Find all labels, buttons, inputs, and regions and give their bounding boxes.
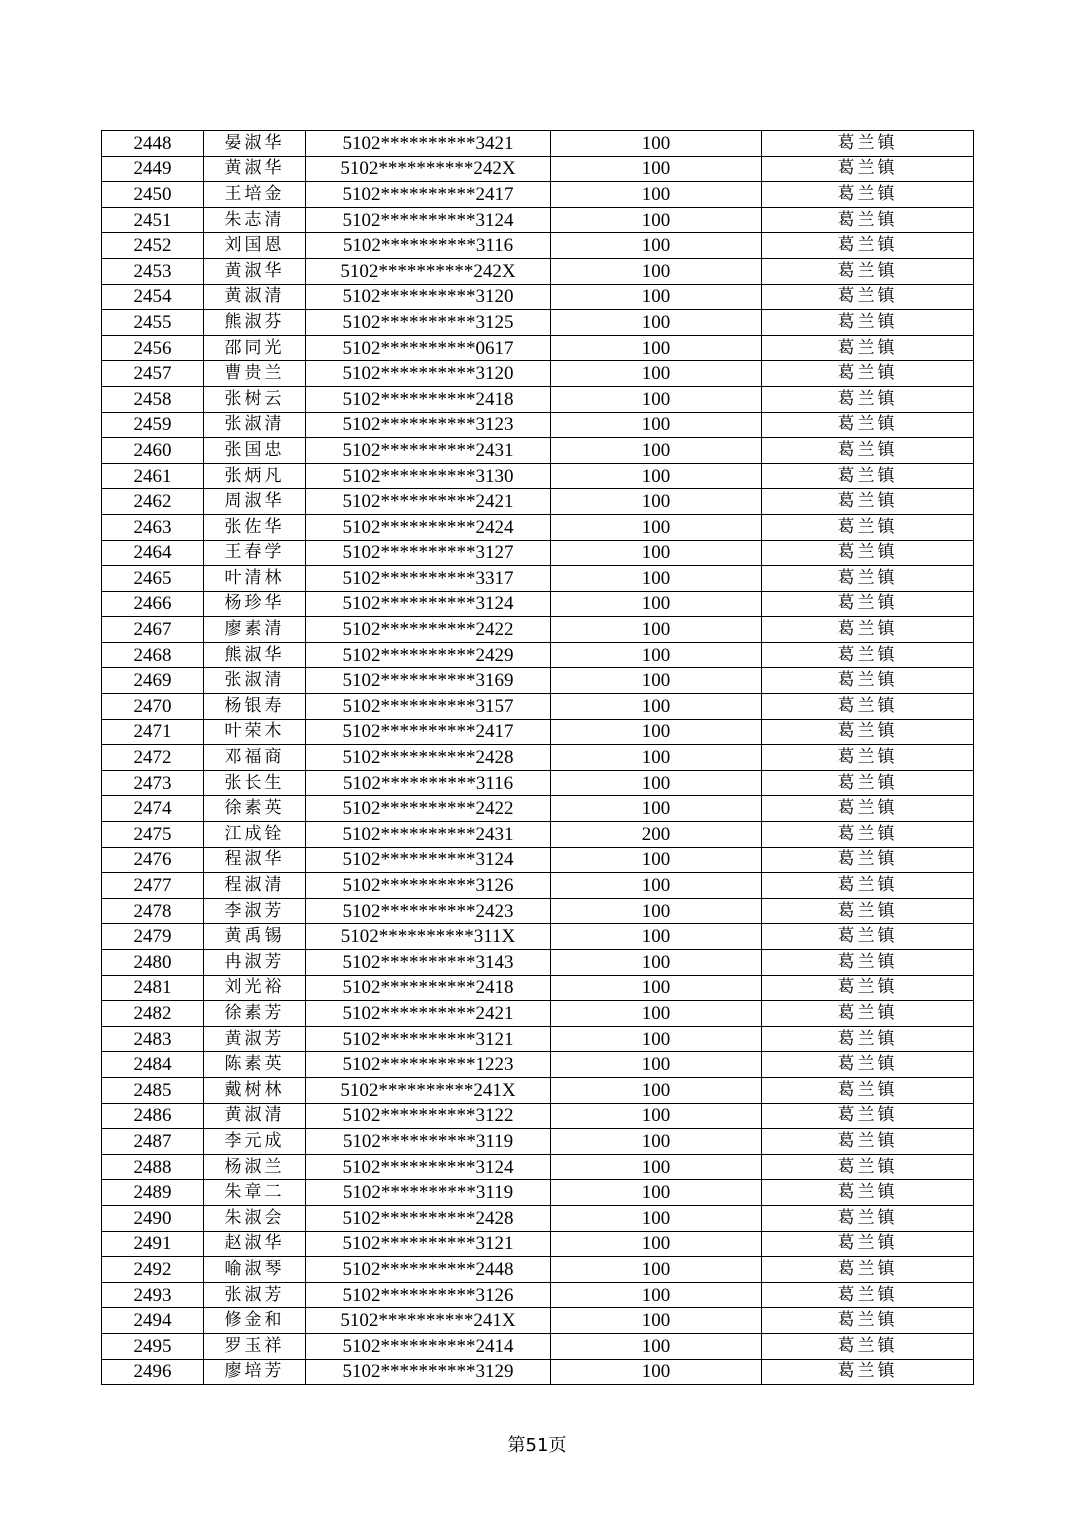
table-row <box>102 566 974 592</box>
cell-id-number: 5102**********3120 <box>306 284 551 310</box>
table-row <box>102 156 974 182</box>
cell-town: 葛兰镇 <box>762 310 974 336</box>
table-row <box>102 642 974 668</box>
table-row <box>102 540 974 566</box>
cell-id-number: 5102**********3421 <box>306 131 551 157</box>
cell-id-number: 5102**********2424 <box>306 514 551 540</box>
cell-name: 徐素英 <box>204 796 306 822</box>
cell-id-number: 5102**********3119 <box>306 1129 551 1155</box>
cell-amount: 100 <box>551 156 762 182</box>
table-row <box>102 207 974 233</box>
cell-serial-number: 2459 <box>102 412 204 438</box>
cell-name: 晏淑华 <box>204 131 306 157</box>
cell-id-number: 5102**********2417 <box>306 182 551 208</box>
cell-town: 葛兰镇 <box>762 745 974 771</box>
cell-name: 黄淑清 <box>204 284 306 310</box>
cell-name: 廖素清 <box>204 617 306 643</box>
page-number: 第51页 <box>507 1435 567 1456</box>
cell-amount: 100 <box>551 950 762 976</box>
cell-name: 廖培芳 <box>204 1359 306 1385</box>
cell-amount: 100 <box>551 617 762 643</box>
cell-id-number: 5102**********2422 <box>306 796 551 822</box>
cell-id-number: 5102**********3121 <box>306 1231 551 1257</box>
cell-name: 喻淑琴 <box>204 1257 306 1283</box>
cell-serial-number: 2496 <box>102 1359 204 1385</box>
cell-serial-number: 2468 <box>102 642 204 668</box>
cell-town: 葛兰镇 <box>762 156 974 182</box>
cell-town: 葛兰镇 <box>762 1333 974 1359</box>
cell-id-number: 5102**********2414 <box>306 1333 551 1359</box>
cell-name: 程淑华 <box>204 847 306 873</box>
cell-amount: 100 <box>551 514 762 540</box>
cell-amount: 100 <box>551 1282 762 1308</box>
cell-id-number: 5102**********3127 <box>306 540 551 566</box>
cell-town: 葛兰镇 <box>762 591 974 617</box>
cell-town: 葛兰镇 <box>762 386 974 412</box>
cell-id-number: 5102**********3123 <box>306 412 551 438</box>
cell-amount: 100 <box>551 540 762 566</box>
cell-id-number: 5102**********242X <box>306 258 551 284</box>
cell-name: 朱章二 <box>204 1180 306 1206</box>
cell-id-number: 5102**********241X <box>306 1077 551 1103</box>
cell-amount: 100 <box>551 1077 762 1103</box>
cell-serial-number: 2457 <box>102 361 204 387</box>
cell-id-number: 5102**********2418 <box>306 386 551 412</box>
cell-town: 葛兰镇 <box>762 335 974 361</box>
cell-name: 熊淑芬 <box>204 310 306 336</box>
table-row <box>102 898 974 924</box>
cell-serial-number: 2454 <box>102 284 204 310</box>
cell-name: 张淑清 <box>204 668 306 694</box>
cell-name: 张炳凡 <box>204 463 306 489</box>
cell-amount: 100 <box>551 489 762 515</box>
cell-serial-number: 2481 <box>102 975 204 1001</box>
cell-amount: 100 <box>551 924 762 950</box>
cell-amount: 100 <box>551 847 762 873</box>
cell-town: 葛兰镇 <box>762 361 974 387</box>
cell-amount: 100 <box>551 438 762 464</box>
table-row <box>102 847 974 873</box>
cell-serial-number: 2458 <box>102 386 204 412</box>
cell-serial-number: 2452 <box>102 233 204 259</box>
cell-amount: 100 <box>551 591 762 617</box>
table-row <box>102 950 974 976</box>
table-row <box>102 514 974 540</box>
cell-amount: 100 <box>551 566 762 592</box>
table-row <box>102 361 974 387</box>
cell-name: 黄淑华 <box>204 258 306 284</box>
cell-amount: 100 <box>551 873 762 899</box>
cell-serial-number: 2453 <box>102 258 204 284</box>
cell-town: 葛兰镇 <box>762 975 974 1001</box>
table-row <box>102 745 974 771</box>
cell-town: 葛兰镇 <box>762 131 974 157</box>
cell-id-number: 5102**********1223 <box>306 1052 551 1078</box>
table-row <box>102 463 974 489</box>
cell-town: 葛兰镇 <box>762 284 974 310</box>
table-row <box>102 591 974 617</box>
cell-town: 葛兰镇 <box>762 463 974 489</box>
table-row <box>102 1103 974 1129</box>
cell-amount: 100 <box>551 1359 762 1385</box>
cell-serial-number: 2493 <box>102 1282 204 1308</box>
cell-name: 黄淑清 <box>204 1103 306 1129</box>
table-row <box>102 284 974 310</box>
cell-name: 熊淑华 <box>204 642 306 668</box>
cell-id-number: 5102**********3119 <box>306 1180 551 1206</box>
cell-amount: 100 <box>551 668 762 694</box>
cell-amount: 100 <box>551 1052 762 1078</box>
cell-name: 张佐华 <box>204 514 306 540</box>
cell-town: 葛兰镇 <box>762 566 974 592</box>
cell-id-number: 5102**********2431 <box>306 438 551 464</box>
cell-id-number: 5102**********3124 <box>306 1154 551 1180</box>
cell-town: 葛兰镇 <box>762 540 974 566</box>
roster-table-body <box>102 131 974 1385</box>
cell-name: 杨珍华 <box>204 591 306 617</box>
cell-serial-number: 2467 <box>102 617 204 643</box>
cell-amount: 100 <box>551 898 762 924</box>
table-row <box>102 1001 974 1027</box>
table-row <box>102 438 974 464</box>
table-row <box>102 1282 974 1308</box>
cell-amount: 100 <box>551 642 762 668</box>
table-row <box>102 770 974 796</box>
cell-name: 周淑华 <box>204 489 306 515</box>
cell-id-number: 5102**********311X <box>306 924 551 950</box>
cell-id-number: 5102**********3130 <box>306 463 551 489</box>
cell-amount: 100 <box>551 131 762 157</box>
cell-id-number: 5102**********3129 <box>306 1359 551 1385</box>
cell-id-number: 5102**********3124 <box>306 207 551 233</box>
cell-serial-number: 2469 <box>102 668 204 694</box>
cell-serial-number: 2495 <box>102 1333 204 1359</box>
cell-town: 葛兰镇 <box>762 1282 974 1308</box>
table-row <box>102 1077 974 1103</box>
cell-serial-number: 2475 <box>102 822 204 848</box>
cell-amount: 100 <box>551 412 762 438</box>
cell-town: 葛兰镇 <box>762 822 974 848</box>
cell-serial-number: 2474 <box>102 796 204 822</box>
cell-serial-number: 2464 <box>102 540 204 566</box>
cell-name: 黄淑芳 <box>204 1026 306 1052</box>
cell-serial-number: 2494 <box>102 1308 204 1334</box>
cell-name: 江成铨 <box>204 822 306 848</box>
cell-id-number: 5102**********3116 <box>306 770 551 796</box>
cell-serial-number: 2456 <box>102 335 204 361</box>
cell-id-number: 5102**********2418 <box>306 975 551 1001</box>
cell-amount: 100 <box>551 335 762 361</box>
cell-serial-number: 2489 <box>102 1180 204 1206</box>
cell-town: 葛兰镇 <box>762 1052 974 1078</box>
cell-name: 朱淑会 <box>204 1205 306 1231</box>
cell-town: 葛兰镇 <box>762 1129 974 1155</box>
cell-serial-number: 2488 <box>102 1154 204 1180</box>
cell-id-number: 5102**********2423 <box>306 898 551 924</box>
cell-serial-number: 2492 <box>102 1257 204 1283</box>
cell-name: 黄禹锡 <box>204 924 306 950</box>
cell-name: 朱志清 <box>204 207 306 233</box>
cell-town: 葛兰镇 <box>762 1180 974 1206</box>
cell-serial-number: 2470 <box>102 694 204 720</box>
cell-name: 黄淑华 <box>204 156 306 182</box>
cell-town: 葛兰镇 <box>762 617 974 643</box>
cell-name: 张淑清 <box>204 412 306 438</box>
table-row <box>102 719 974 745</box>
cell-amount: 100 <box>551 694 762 720</box>
table-row <box>102 489 974 515</box>
cell-town: 葛兰镇 <box>762 514 974 540</box>
cell-serial-number: 2483 <box>102 1026 204 1052</box>
cell-serial-number: 2461 <box>102 463 204 489</box>
cell-amount: 100 <box>551 719 762 745</box>
cell-name: 张树云 <box>204 386 306 412</box>
table-row <box>102 1257 974 1283</box>
cell-name: 刘光裕 <box>204 975 306 1001</box>
cell-id-number: 5102**********2417 <box>306 719 551 745</box>
table-row <box>102 617 974 643</box>
table-row <box>102 975 974 1001</box>
cell-town: 葛兰镇 <box>762 642 974 668</box>
cell-name: 罗玉祥 <box>204 1333 306 1359</box>
cell-id-number: 5102**********3126 <box>306 1282 551 1308</box>
cell-serial-number: 2491 <box>102 1231 204 1257</box>
cell-serial-number: 2449 <box>102 156 204 182</box>
cell-amount: 100 <box>551 463 762 489</box>
roster-table <box>101 130 974 1385</box>
cell-town: 葛兰镇 <box>762 924 974 950</box>
cell-name: 李淑芳 <box>204 898 306 924</box>
cell-id-number: 5102**********3116 <box>306 233 551 259</box>
cell-amount: 100 <box>551 233 762 259</box>
cell-name: 戴树林 <box>204 1077 306 1103</box>
cell-town: 葛兰镇 <box>762 847 974 873</box>
cell-town: 葛兰镇 <box>762 796 974 822</box>
cell-amount: 100 <box>551 1308 762 1334</box>
cell-amount: 100 <box>551 182 762 208</box>
cell-town: 葛兰镇 <box>762 950 974 976</box>
cell-id-number: 5102**********2448 <box>306 1257 551 1283</box>
cell-name: 程淑清 <box>204 873 306 899</box>
cell-town: 葛兰镇 <box>762 719 974 745</box>
cell-id-number: 5102**********3126 <box>306 873 551 899</box>
cell-serial-number: 2477 <box>102 873 204 899</box>
cell-name: 王春学 <box>204 540 306 566</box>
cell-id-number: 5102**********2428 <box>306 1205 551 1231</box>
cell-name: 修金和 <box>204 1308 306 1334</box>
cell-town: 葛兰镇 <box>762 898 974 924</box>
table-row <box>102 1308 974 1334</box>
cell-town: 葛兰镇 <box>762 1077 974 1103</box>
cell-serial-number: 2472 <box>102 745 204 771</box>
table-row <box>102 924 974 950</box>
cell-serial-number: 2471 <box>102 719 204 745</box>
cell-serial-number: 2487 <box>102 1129 204 1155</box>
table-row <box>102 1026 974 1052</box>
table-row <box>102 1129 974 1155</box>
cell-serial-number: 2455 <box>102 310 204 336</box>
cell-serial-number: 2485 <box>102 1077 204 1103</box>
cell-amount: 100 <box>551 310 762 336</box>
cell-amount: 100 <box>551 1180 762 1206</box>
cell-town: 葛兰镇 <box>762 770 974 796</box>
cell-serial-number: 2480 <box>102 950 204 976</box>
cell-name: 杨淑兰 <box>204 1154 306 1180</box>
cell-amount: 100 <box>551 1333 762 1359</box>
cell-id-number: 5102**********3124 <box>306 591 551 617</box>
table-row <box>102 233 974 259</box>
cell-town: 葛兰镇 <box>762 1231 974 1257</box>
cell-id-number: 5102**********3317 <box>306 566 551 592</box>
cell-name: 叶荣木 <box>204 719 306 745</box>
table-row <box>102 335 974 361</box>
cell-amount: 100 <box>551 1129 762 1155</box>
table-row <box>102 412 974 438</box>
cell-id-number: 5102**********3121 <box>306 1026 551 1052</box>
table-row <box>102 694 974 720</box>
cell-id-number: 5102**********242X <box>306 156 551 182</box>
table-row <box>102 182 974 208</box>
table-row <box>102 386 974 412</box>
cell-id-number: 5102**********2428 <box>306 745 551 771</box>
cell-town: 葛兰镇 <box>762 1001 974 1027</box>
cell-amount: 100 <box>551 975 762 1001</box>
cell-town: 葛兰镇 <box>762 207 974 233</box>
cell-id-number: 5102**********2431 <box>306 822 551 848</box>
cell-town: 葛兰镇 <box>762 1359 974 1385</box>
cell-name: 张国忠 <box>204 438 306 464</box>
cell-serial-number: 2451 <box>102 207 204 233</box>
table-row <box>102 310 974 336</box>
cell-name: 邵同光 <box>204 335 306 361</box>
cell-town: 葛兰镇 <box>762 694 974 720</box>
table-row <box>102 822 974 848</box>
cell-name: 王培金 <box>204 182 306 208</box>
cell-amount: 100 <box>551 284 762 310</box>
table-row <box>102 873 974 899</box>
cell-town: 葛兰镇 <box>762 489 974 515</box>
cell-town: 葛兰镇 <box>762 1026 974 1052</box>
table-row <box>102 1052 974 1078</box>
cell-name: 冉淑芳 <box>204 950 306 976</box>
cell-name: 赵淑华 <box>204 1231 306 1257</box>
table-row <box>102 258 974 284</box>
cell-name: 曹贵兰 <box>204 361 306 387</box>
cell-name: 刘国恩 <box>204 233 306 259</box>
cell-id-number: 5102**********3120 <box>306 361 551 387</box>
cell-amount: 100 <box>551 796 762 822</box>
cell-amount: 100 <box>551 745 762 771</box>
cell-serial-number: 2465 <box>102 566 204 592</box>
cell-town: 葛兰镇 <box>762 873 974 899</box>
cell-serial-number: 2466 <box>102 591 204 617</box>
table-row <box>102 668 974 694</box>
cell-amount: 100 <box>551 1205 762 1231</box>
cell-serial-number: 2463 <box>102 514 204 540</box>
cell-town: 葛兰镇 <box>762 182 974 208</box>
cell-name: 叶清林 <box>204 566 306 592</box>
cell-town: 葛兰镇 <box>762 258 974 284</box>
cell-amount: 100 <box>551 1001 762 1027</box>
table-row <box>102 131 974 157</box>
cell-town: 葛兰镇 <box>762 412 974 438</box>
cell-name: 张长生 <box>204 770 306 796</box>
cell-amount: 100 <box>551 1154 762 1180</box>
cell-town: 葛兰镇 <box>762 668 974 694</box>
cell-amount: 100 <box>551 1257 762 1283</box>
cell-serial-number: 2486 <box>102 1103 204 1129</box>
cell-amount: 100 <box>551 386 762 412</box>
cell-amount: 100 <box>551 1103 762 1129</box>
cell-amount: 100 <box>551 770 762 796</box>
cell-id-number: 5102**********0617 <box>306 335 551 361</box>
table-row <box>102 1205 974 1231</box>
cell-amount: 100 <box>551 258 762 284</box>
cell-id-number: 5102**********3157 <box>306 694 551 720</box>
cell-id-number: 5102**********2421 <box>306 489 551 515</box>
cell-town: 葛兰镇 <box>762 1205 974 1231</box>
cell-serial-number: 2484 <box>102 1052 204 1078</box>
cell-serial-number: 2460 <box>102 438 204 464</box>
cell-id-number: 5102**********2422 <box>306 617 551 643</box>
cell-serial-number: 2462 <box>102 489 204 515</box>
cell-amount: 200 <box>551 822 762 848</box>
table-row <box>102 1333 974 1359</box>
table-row <box>102 1154 974 1180</box>
cell-serial-number: 2450 <box>102 182 204 208</box>
cell-amount: 100 <box>551 207 762 233</box>
cell-name: 李元成 <box>204 1129 306 1155</box>
cell-id-number: 5102**********241X <box>306 1308 551 1334</box>
table-row <box>102 796 974 822</box>
cell-id-number: 5102**********3124 <box>306 847 551 873</box>
cell-amount: 100 <box>551 361 762 387</box>
cell-town: 葛兰镇 <box>762 1308 974 1334</box>
cell-id-number: 5102**********2421 <box>306 1001 551 1027</box>
cell-name: 邓福商 <box>204 745 306 771</box>
cell-serial-number: 2476 <box>102 847 204 873</box>
table-row <box>102 1359 974 1385</box>
cell-id-number: 5102**********3143 <box>306 950 551 976</box>
cell-town: 葛兰镇 <box>762 1257 974 1283</box>
table-row <box>102 1231 974 1257</box>
cell-amount: 100 <box>551 1231 762 1257</box>
cell-name: 陈素英 <box>204 1052 306 1078</box>
cell-name: 杨银寿 <box>204 694 306 720</box>
cell-town: 葛兰镇 <box>762 1103 974 1129</box>
cell-name: 张淑芳 <box>204 1282 306 1308</box>
cell-serial-number: 2490 <box>102 1205 204 1231</box>
cell-id-number: 5102**********3122 <box>306 1103 551 1129</box>
cell-amount: 100 <box>551 1026 762 1052</box>
cell-town: 葛兰镇 <box>762 1154 974 1180</box>
cell-id-number: 5102**********3125 <box>306 310 551 336</box>
cell-serial-number: 2478 <box>102 898 204 924</box>
cell-name: 徐素芳 <box>204 1001 306 1027</box>
cell-id-number: 5102**********3169 <box>306 668 551 694</box>
cell-serial-number: 2448 <box>102 131 204 157</box>
cell-serial-number: 2473 <box>102 770 204 796</box>
cell-town: 葛兰镇 <box>762 233 974 259</box>
cell-id-number: 5102**********2429 <box>306 642 551 668</box>
cell-town: 葛兰镇 <box>762 438 974 464</box>
table-row <box>102 1180 974 1206</box>
cell-serial-number: 2479 <box>102 924 204 950</box>
cell-serial-number: 2482 <box>102 1001 204 1027</box>
